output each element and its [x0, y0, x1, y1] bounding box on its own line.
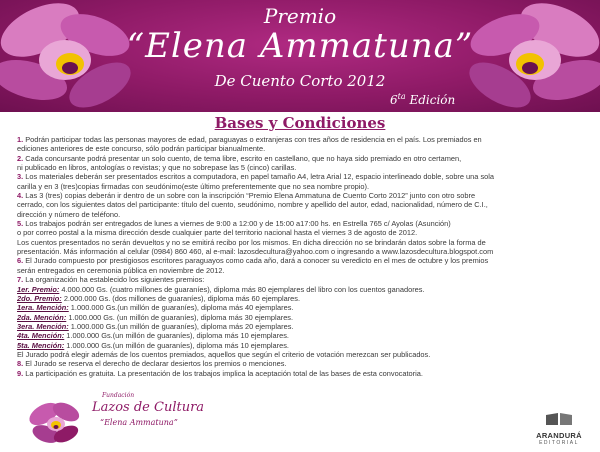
rule-number: 9.	[17, 368, 24, 378]
rules-line	[17, 135, 592, 144]
arandura-editorial: EDITORIAL	[539, 440, 579, 446]
prize-label: 4ta. Mención:	[17, 331, 65, 341]
rule-text: Los cuentos presentados no serán devueltos y no se emitirá recibo por los mismos. En dicha dirección no se brindarán datos sobre la forma de	[17, 237, 486, 247]
arandura-logo	[534, 412, 584, 446]
rules-line	[17, 294, 592, 303]
rules-line	[17, 285, 592, 294]
rule-text: ediciones anteriores de este concurso, sólo podrán participar bianualmente.	[17, 144, 266, 154]
rule-number: 1.	[17, 135, 24, 144]
rule-text: 1.000.000 Gs.(un millón de guaraníes), diploma más 20 ejemplares.	[68, 321, 294, 331]
prize-label: 2do. Premio:	[17, 293, 62, 303]
rule-text: serán entregados en ceremonia pública en noviembre de 2012.	[17, 265, 225, 275]
rule-text: dirección y número de teléfono.	[17, 209, 121, 219]
rules-line	[17, 182, 592, 191]
award-name: “Elena Ammatuna”	[126, 26, 474, 66]
rule-number: 7.	[17, 275, 24, 285]
rules-line	[17, 238, 592, 247]
bases-title: Bases y Condiciones	[214, 114, 386, 132]
rule-number: 3.	[17, 172, 24, 182]
rule-number: 8.	[17, 359, 24, 369]
award-subtitle: De Cuento Corto 2012	[214, 72, 386, 90]
rules-line	[17, 369, 592, 378]
rule-text: Los materiales deberán ser presentados escritos a computadora, en papel tamaño A4, letra Arial 12, espacio interlineado doble, sobre una sola	[23, 172, 494, 182]
rules-line	[17, 256, 592, 265]
rules-line	[17, 303, 592, 312]
rules-line	[17, 200, 592, 209]
elena-label: “Elena Ammatuna”	[100, 418, 178, 427]
prize-label: 3era. Mención:	[17, 321, 69, 331]
rules-line	[17, 228, 592, 237]
rule-text: La organización ha establecido los siguientes premios:	[23, 275, 205, 285]
rule-text: El Jurado se reserva el derecho de declarar desiertos los premios o menciones.	[23, 359, 287, 369]
rule-text: carilla y en 3 (tres)copias firmadas con seudónimo(este último preferentemente que no sea nombre propio).	[17, 181, 370, 191]
rule-text: Cada concursante podrá presentar un solo cuento, de tema libre, escrito en castellano, que no haya sido premiado en otro certamen,	[23, 153, 462, 163]
rules-line	[17, 191, 592, 200]
rule-number: 5.	[17, 219, 24, 229]
rule-text: ni publicado en libros, antologías o revistas; y que no sobrepase las 5 (cinco) carillas.	[17, 163, 297, 173]
rules-line	[17, 275, 592, 284]
rule-number: 4.	[17, 191, 24, 201]
rule-number: 2.	[17, 153, 24, 163]
rules-line	[17, 172, 592, 181]
rule-text: 1.000.000 Gs.(un millón de guaraníes), diploma más 10 ejemplares.	[64, 331, 289, 341]
arandura-name: ARANDURÁ	[536, 431, 582, 440]
prize-label: 2da. Mención:	[17, 312, 67, 322]
fundacion-label: Fundación	[102, 392, 135, 399]
rule-text: cerrado, con los siguientes datos del participante: título del cuento, seudónimo, nombre y apellido del autor, edad, nacionalidad, número de C.I.,	[17, 200, 488, 210]
rule-text: 1.000.000 Gs.(un millón de guaraníes), diploma más 10 ejemplares.	[64, 340, 289, 350]
rule-text: El Jurado podrá elegir además de los cuentos premiados, aquellos que según el criterio de votación merezcan ser publicados.	[17, 349, 431, 359]
rule-text: 1.000.000 Gs. (un millón de guaraníes), diploma más 30 ejemplares.	[66, 312, 294, 322]
lazos-label: Lazos de Cultura	[92, 400, 205, 415]
rule-text: El Jurado compuesto por prestigiosos escritores paraguayos como cada año, dará a conocer su veredicto en el mes de octubre y los premios	[23, 256, 489, 266]
rule-text: presentación. Más información al celular (0984) 860 460, al e-mail: lazosdecultura@yahoo.com o ingresando a www.lazosdecultura.blogspot.com	[17, 247, 494, 257]
rules-line	[17, 331, 592, 340]
rule-text: Podrán participar todas las personas mayores de edad, paraguayas o extranjeras con tres años de residencia en el país. Los premiados en	[23, 135, 482, 144]
rules-line	[17, 210, 592, 219]
rule-text: 2.000.000 Gs. (dos millones de guaraníes), diploma más 60 ejemplares.	[61, 293, 301, 303]
rule-text: 1.000.000 Gs.(un millón de guaraníes), diploma más 40 ejemplares.	[68, 303, 294, 313]
header-banner	[0, 0, 600, 112]
rule-text: 4.000.000 Gs. (cuatro millones de guaraníes), diploma más 80 ejemplares del libro con los cuentos ganadores.	[59, 284, 425, 294]
rules-line	[17, 359, 592, 368]
edition-label: $6^{ta}$ Edición	[390, 92, 456, 107]
rules-line	[17, 144, 592, 153]
prize-label: 1er. Premio:	[17, 284, 60, 294]
rules-line	[17, 341, 592, 350]
premio-label: Premio	[263, 4, 337, 28]
rule-text: Los trabajos podrán ser entregados de lunes a viernes de 9:00 a 12:00 y de 15:00 a17:00 hs. en Estrella 765 c/ Ayolas (Asunción)	[23, 219, 451, 229]
rules-line	[17, 154, 592, 163]
rules-line	[17, 350, 592, 359]
rule-number: 6.	[17, 256, 24, 266]
rules-line	[17, 247, 592, 256]
rules-line	[17, 219, 592, 228]
rules-line	[17, 313, 592, 322]
rule-text: La participación es gratuita. La presentación de los trabajos implica la aceptación total de las bases de esta convocatoria.	[23, 368, 423, 378]
book-icon	[544, 412, 574, 426]
rules-line	[17, 322, 592, 331]
rule-text: Las 3 (tres) copias deberán ir dentro de un sobre con la inscripción “Premio Elena Ammatuna de Cuento Corto 2012” junto con otro sobre	[23, 191, 476, 201]
prize-label: 1era. Mención:	[17, 303, 69, 313]
rules-line	[17, 266, 592, 275]
prize-label: 5ta. Mención:	[17, 340, 65, 350]
rule-text: o por correo postal a la misma dirección desde cualquier parte del territorio nacional hasta el viernes 3 de agosto de 2012.	[17, 228, 418, 238]
rules-line	[17, 163, 592, 172]
rules-text	[17, 135, 592, 378]
